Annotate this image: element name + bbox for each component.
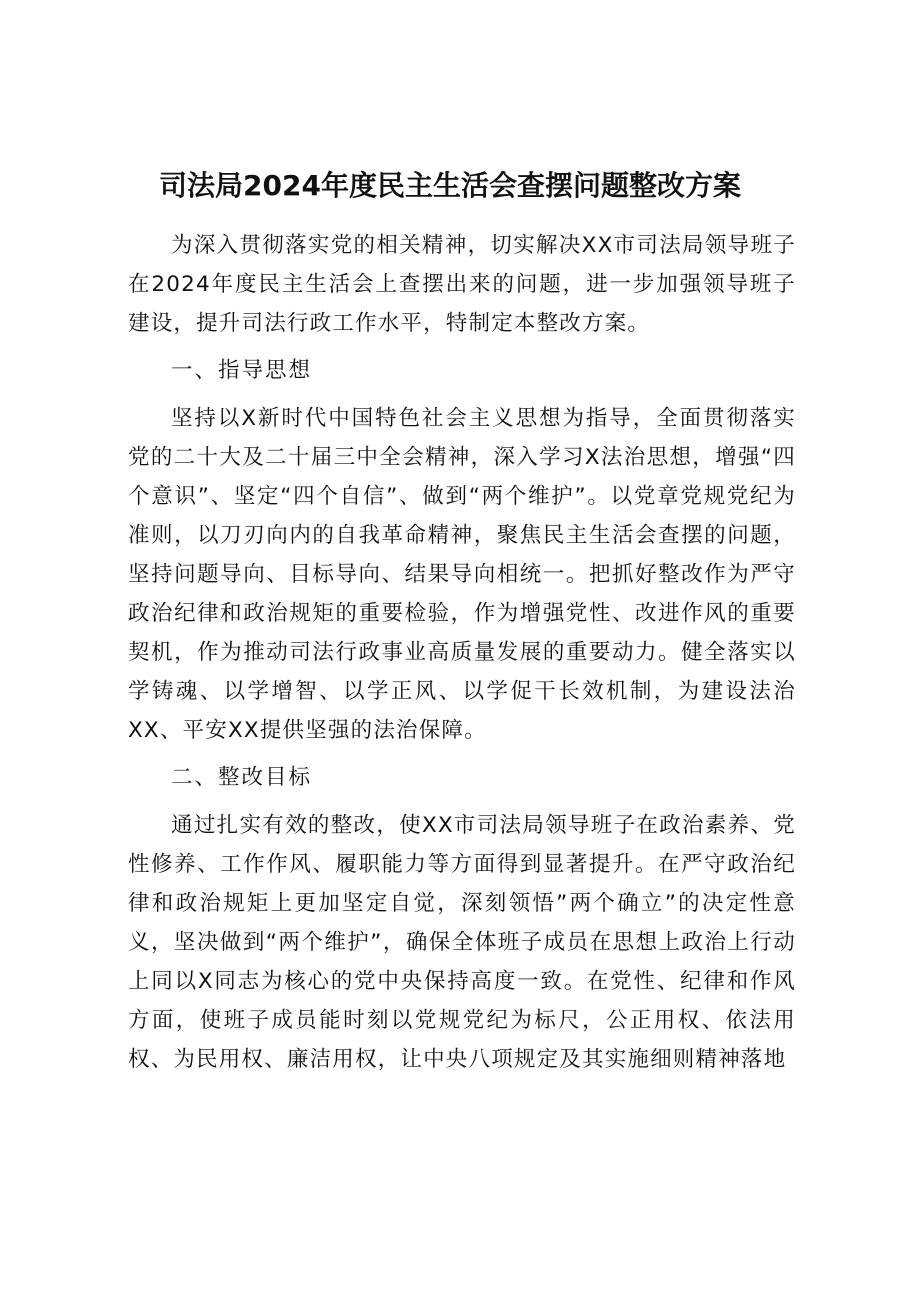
- intro-paragraph: 为深入贯彻落实党的相关精神，切实解决XX市司法局领导班子在2024年度民主生活会上查摆出来的问题，进一步加强领导班子建设，提升司法行政工作水平，特制定本整改方案。: [128, 233, 796, 336]
- section-body-guiding-ideology: 坚持以X新时代中国特色社会主义思想为指导，全面贯彻落实党的二十大及二十届三中全会精神，深入学习X法治思想，增强“四个意识”、坚定“四个自信”、做到“两个维护”。以党章党规党纪为准则，以刀刃向内的自我革命精神，聚焦民主生活会查摆的问题，坚持问题导向、目标导向、结果导向相统一。把抓好整改作为严守政治纪律和政治规矩的重要检验，作为增强党性、改进作风的重要契机，作为推动司法行政事业高质量发展的重要动力。健全落实以学铸魂、以学增智、以学正风、以学促干长效机制，为建设法治XX、平安XX提供坚强的法治保障。: [128, 406, 796, 743]
- section-heading-rectification-goals: 二、整改目标: [171, 765, 313, 790]
- document-body: [128, 226, 796, 1079]
- document-title: 司法局2024年度民主生活会查摆问题整改方案: [159, 169, 741, 202]
- section-body-rectification-goals: 通过扎实有效的整改，使XX市司法局领导班子在政治素养、党性修养、工作作风、履职能力等方面得到显著提升。在严守政治纪律和政治规矩上更加坚定自觉，深刻领悟”两个确立”的决定性意义，坚决做到“两个维护”，确保全体班子成员在思想上政治上行动上同以X同志为核心的党中央保持高度一致。在党性、纪律和作风方面，使班子成员能时刻以党规党纪为标尺，公正用权、依法用权、为民用权、廉洁用权，让中央八项规定及其实施细则精神落地: [128, 813, 796, 1072]
- section-heading-guiding-ideology: 一、指导思想: [171, 358, 313, 383]
